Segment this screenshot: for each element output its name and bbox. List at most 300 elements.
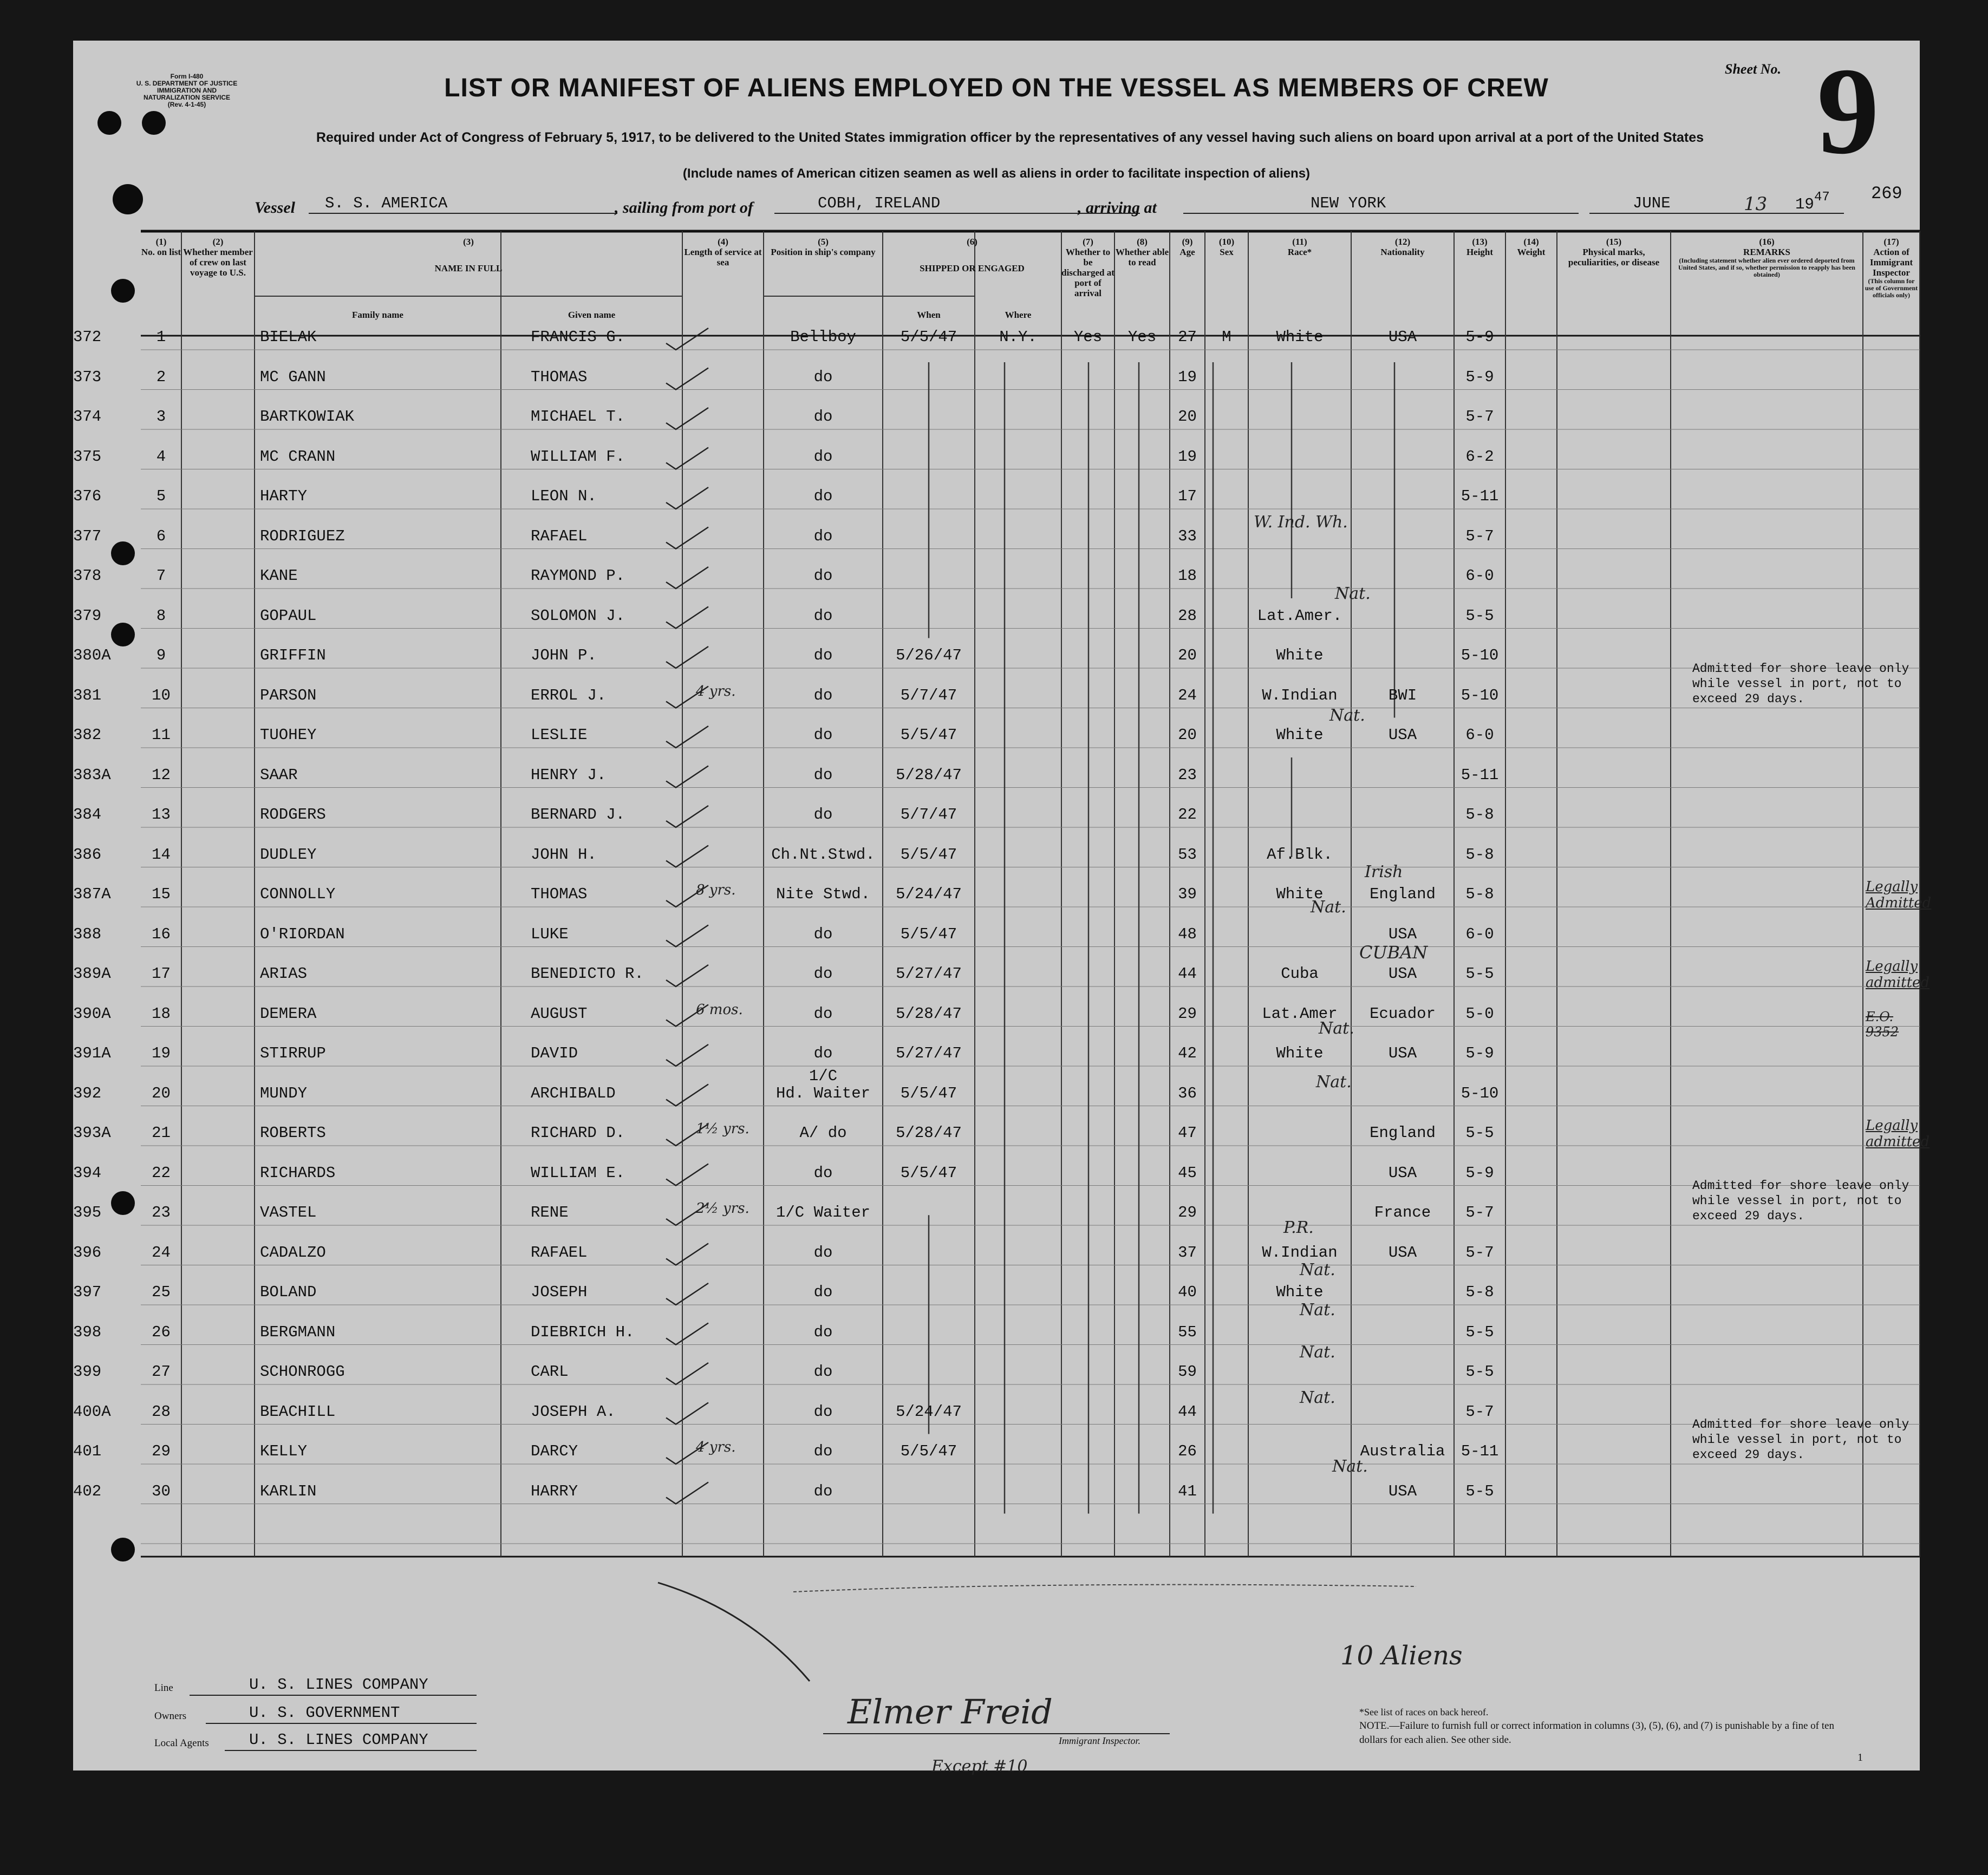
- shipped-when: 5/5/47: [900, 845, 957, 864]
- family-name: KELLY: [260, 1442, 308, 1460]
- row-number: 8: [156, 606, 166, 625]
- row-list-id: 383A: [73, 766, 111, 784]
- line-value: U. S. LINES COMPANY: [249, 1676, 428, 1694]
- row-number: 16: [152, 925, 171, 943]
- inspector-signature: Elmer Freid: [848, 1692, 1053, 1732]
- nationality: England: [1370, 1124, 1436, 1142]
- family-name: MC CRANN: [260, 447, 336, 466]
- naturalized-note: Nat.: [1300, 1260, 1335, 1279]
- row-list-id: 396: [73, 1243, 102, 1262]
- row-list-id: 389A: [73, 965, 111, 983]
- row-list-id: 381: [73, 686, 102, 704]
- column-label: Physical marks, peculiarities, or disease: [1568, 247, 1660, 267]
- column-number: (10): [1218, 237, 1235, 247]
- row-list-id: 393A: [73, 1124, 111, 1142]
- column-number: (5): [818, 237, 829, 247]
- column-label: Whether able to read: [1115, 247, 1169, 267]
- row-number: 9: [156, 646, 166, 664]
- age: 18: [1178, 567, 1197, 585]
- vessel-name: S. S. AMERICA: [325, 194, 448, 212]
- given-name: LEON N.: [531, 487, 597, 505]
- column-label: Race*: [1287, 247, 1312, 257]
- column-label: Length of service at sea: [684, 247, 762, 267]
- shipped-where: N.Y.: [999, 328, 1037, 346]
- inspector-action: Legally admitted: [1866, 1118, 1930, 1150]
- column-number: (14): [1523, 237, 1539, 247]
- row-list-id: 401: [73, 1442, 102, 1460]
- family-name: RICHARDS: [260, 1164, 336, 1182]
- shipped-when: 5/28/47: [896, 766, 962, 784]
- length-of-service: 2½ yrs.: [696, 1200, 749, 1217]
- height: 5-11: [1461, 487, 1499, 505]
- position: do: [813, 726, 833, 744]
- punch-hole: [113, 184, 143, 214]
- row-number: 30: [152, 1482, 171, 1500]
- given-name: WILLIAM F.: [531, 447, 625, 466]
- age: 42: [1178, 1044, 1197, 1062]
- column-number: (8): [1137, 237, 1148, 247]
- punch-hole: [111, 1191, 135, 1215]
- age: 40: [1178, 1283, 1197, 1301]
- given-name: FRANCIS G.: [531, 328, 625, 346]
- race: White: [1276, 1044, 1324, 1062]
- alien-tally: 10 Aliens: [1340, 1641, 1463, 1671]
- row-number: 5: [156, 487, 166, 505]
- nationality: BWI: [1388, 686, 1417, 704]
- page-stamp: 269: [1871, 184, 1902, 204]
- race: W.Indian: [1262, 686, 1338, 704]
- family-name: SCHONROGG: [260, 1363, 345, 1381]
- column-subheader: Given name: [568, 310, 616, 320]
- naturalized-note: Nat.: [1311, 898, 1346, 917]
- inspector-action: Legally admitted: [1866, 958, 1930, 991]
- age: 28: [1178, 606, 1197, 625]
- remark-line: exceed 29 days.: [1692, 691, 1805, 706]
- nationality: USA: [1388, 1243, 1417, 1262]
- row-list-id: 379: [73, 606, 102, 625]
- given-name: JOHN P.: [531, 646, 597, 664]
- column-subheader: Family name: [352, 310, 403, 320]
- column-number: (7): [1083, 237, 1093, 247]
- age: 41: [1178, 1482, 1197, 1500]
- nationality: USA: [1388, 925, 1417, 943]
- age: 26: [1178, 1442, 1197, 1460]
- race: White: [1276, 726, 1324, 744]
- family-name: BARTKOWIAK: [260, 408, 355, 426]
- given-name: ERROL J.: [531, 686, 607, 704]
- row-number: 15: [152, 885, 171, 903]
- height: 5-9: [1465, 1044, 1494, 1062]
- position: do: [813, 766, 833, 784]
- race: W.Indian: [1262, 1243, 1338, 1262]
- position: 1/C Waiter: [775, 1204, 871, 1221]
- column-label: REMARKS: [1743, 247, 1790, 257]
- position: do: [813, 686, 833, 704]
- signature-stroke: [658, 1583, 810, 1681]
- given-name: LUKE: [531, 925, 569, 943]
- punch-hole: [111, 541, 135, 565]
- remark-line: while vessel in port, not to: [1692, 676, 1902, 691]
- family-name: RODRIGUEZ: [260, 527, 345, 545]
- naturalized-note: Nat.: [1319, 1019, 1354, 1038]
- height: 5-5: [1465, 1363, 1494, 1381]
- row-list-id: 375: [73, 447, 102, 466]
- height: 5-11: [1461, 766, 1499, 784]
- family-name: TUOHEY: [260, 726, 317, 744]
- family-name: BIELAK: [260, 328, 317, 346]
- date-month: JUNE: [1633, 194, 1671, 212]
- row-number: 14: [152, 845, 171, 864]
- race: White: [1276, 885, 1324, 903]
- race: Af.Blk.: [1267, 845, 1333, 864]
- row-list-id: 376: [73, 487, 102, 505]
- length-of-service: 4 yrs.: [696, 1439, 736, 1455]
- date-year: 47: [1814, 190, 1830, 205]
- discharged: Yes: [1073, 328, 1103, 346]
- remark-line: while vessel in port, not to: [1692, 1433, 1902, 1447]
- column-label: Weight: [1517, 247, 1546, 257]
- nationality: USA: [1388, 1164, 1417, 1182]
- sailing-label: , sailing from port of: [615, 199, 753, 217]
- given-name: RENE: [531, 1204, 569, 1221]
- sex: M: [1222, 328, 1231, 346]
- given-name: ARCHIBALD: [531, 1084, 616, 1102]
- given-name: RAFAEL: [531, 1243, 588, 1262]
- column-number: (17): [1883, 237, 1899, 247]
- row-number: 21: [152, 1124, 171, 1142]
- given-name: HARRY: [531, 1482, 578, 1500]
- row-number: 19: [152, 1044, 171, 1062]
- remark-line: Admitted for shore leave only: [1692, 1179, 1909, 1193]
- height: 5-8: [1465, 845, 1494, 864]
- shipped-when: 5/5/47: [900, 726, 957, 744]
- height: 5-11: [1461, 1442, 1499, 1460]
- shipped-when: 5/26/47: [896, 646, 962, 664]
- position: do: [813, 1482, 833, 1500]
- inspector-action: Legally Admitted: [1866, 879, 1932, 911]
- age: 19: [1178, 447, 1197, 466]
- age: 44: [1178, 965, 1197, 983]
- row-number: 26: [152, 1323, 171, 1341]
- remark-line: Admitted for shore leave only: [1692, 661, 1909, 676]
- height: 5-8: [1465, 885, 1494, 903]
- agents-label: Local Agents: [154, 1737, 209, 1749]
- age: 20: [1178, 408, 1197, 426]
- owners-value: U. S. GOVERNMENT: [249, 1704, 400, 1722]
- height: 5-9: [1465, 328, 1494, 346]
- height: 5-5: [1465, 1323, 1494, 1341]
- naturalized-note: Nat.: [1329, 706, 1365, 725]
- age: 20: [1178, 726, 1197, 744]
- position: A/ do: [799, 1124, 847, 1142]
- column-label: Height: [1466, 247, 1494, 257]
- row-number: 13: [152, 806, 171, 824]
- position: do: [813, 1442, 833, 1460]
- family-name: KARLIN: [260, 1482, 317, 1500]
- row-number: 7: [156, 567, 166, 585]
- except-note: Except #10: [931, 1757, 1028, 1776]
- position: do: [813, 368, 833, 386]
- height: 5-5: [1465, 965, 1494, 983]
- position: do: [813, 408, 833, 426]
- family-name: PARSON: [260, 686, 317, 704]
- family-name: ARIAS: [260, 965, 308, 983]
- nationality: USA: [1388, 726, 1417, 744]
- height: 6-2: [1465, 447, 1494, 466]
- shipped-when: 5/5/47: [900, 925, 957, 943]
- column-label: Position in ship's company: [771, 247, 876, 257]
- race: White: [1276, 646, 1324, 664]
- date-century: 19: [1795, 195, 1814, 213]
- column-label: NAME IN FULL: [434, 263, 503, 273]
- age: 37: [1178, 1243, 1197, 1262]
- given-name: JOSEPH: [531, 1283, 588, 1301]
- column-subheader: Where: [1005, 310, 1032, 320]
- position: do: [813, 1323, 833, 1341]
- struck-note: E.O. 9352: [1866, 1009, 1899, 1040]
- column-note: (This column for use of Government officials only): [1865, 277, 1918, 299]
- position: do: [813, 447, 833, 466]
- column-number: (11): [1292, 237, 1307, 247]
- position: do: [813, 965, 833, 983]
- nationality: Ecuador: [1370, 1004, 1436, 1023]
- age: 20: [1178, 646, 1197, 664]
- row-list-id: 395: [73, 1204, 102, 1221]
- include-note: (Include names of American citizen seamen as well as aliens in order to facilitate inspection of aliens): [682, 166, 1311, 181]
- row-list-id: 386: [73, 845, 102, 864]
- given-name: DARCY: [531, 1442, 578, 1460]
- able-to-read: Yes: [1127, 328, 1157, 346]
- position: do: [813, 1402, 833, 1421]
- shipped-when: 5/27/47: [896, 965, 962, 983]
- position: do: [813, 925, 833, 943]
- given-name: THOMAS: [531, 885, 588, 903]
- column-number: (9): [1182, 237, 1193, 247]
- sheet-number: 9: [1817, 42, 1879, 180]
- row-list-id: 382: [73, 726, 102, 744]
- closing-line: [793, 1585, 1416, 1592]
- row-number: 1: [156, 328, 166, 346]
- row-list-id: 397: [73, 1283, 102, 1301]
- age: 22: [1178, 806, 1197, 824]
- age: 17: [1178, 487, 1197, 505]
- column-number: (16): [1759, 237, 1775, 247]
- shipped-when: 5/7/47: [900, 686, 957, 704]
- inspector-label: Immigrant Inspector.: [1059, 1735, 1140, 1746]
- age: 29: [1178, 1204, 1197, 1221]
- race: White: [1276, 328, 1324, 346]
- race: Cuba: [1281, 965, 1319, 983]
- row-number: 4: [156, 447, 166, 466]
- nationality: France: [1374, 1204, 1431, 1221]
- service-name: IMMIGRATION AND NATURALIZATION SERVICE: [143, 87, 230, 101]
- height: 5-10: [1461, 646, 1499, 664]
- arriving-port: NEW YORK: [1311, 194, 1386, 212]
- page-marker: 1: [1857, 1752, 1863, 1763]
- row-list-id: 402: [73, 1482, 102, 1500]
- remark-line: exceed 29 days.: [1692, 1209, 1805, 1223]
- row-list-id: 392: [73, 1084, 102, 1102]
- position: do: [813, 1004, 833, 1023]
- shipped-when: 5/24/47: [896, 885, 962, 903]
- column-number: (15): [1606, 237, 1622, 247]
- row-number: 6: [156, 527, 166, 545]
- shipped-when: 5/5/47: [900, 1084, 957, 1102]
- column-number: (6): [967, 237, 977, 247]
- age: 29: [1178, 1004, 1197, 1023]
- row-number: 24: [152, 1243, 171, 1262]
- row-number: 18: [152, 1004, 171, 1023]
- shipped-when: 5/5/47: [900, 328, 957, 346]
- form-number: Form I-480: [170, 73, 204, 80]
- age: 23: [1178, 766, 1197, 784]
- column-subheader: When: [917, 310, 941, 320]
- column-label: Nationality: [1380, 247, 1425, 257]
- nationality: England: [1370, 885, 1436, 903]
- column-number: (3): [463, 237, 474, 247]
- shipped-when: 5/28/47: [896, 1124, 962, 1142]
- penalty-note: NOTE.—Failure to furnish full or correct information in columns (3), (5), (6), and (7) is punishable by a fine of ten dollars for each alien. See other side.: [1359, 1720, 1834, 1746]
- family-name: VASTEL: [260, 1204, 317, 1221]
- height: 5-8: [1465, 1283, 1494, 1301]
- sheet-label: Sheet No.: [1725, 61, 1781, 77]
- row-list-id: 390A: [73, 1004, 111, 1023]
- required-text: Required under Act of Congress of February 5, 1917, to be delivered to the United States immigration officer by the representatives of any vessel having such aliens on board upon arrival at a port of the United States: [316, 130, 1704, 145]
- remark-line: Admitted for shore leave only: [1692, 1417, 1909, 1432]
- height: 5-7: [1465, 1204, 1494, 1221]
- family-name: BOLAND: [260, 1283, 317, 1301]
- shipped-when: 5/5/47: [900, 1164, 957, 1182]
- height: 5-8: [1465, 806, 1494, 824]
- row-list-id: 373: [73, 368, 102, 386]
- family-name: MUNDY: [260, 1084, 308, 1102]
- race: White: [1276, 1283, 1324, 1301]
- row-number: 11: [152, 726, 171, 744]
- race: Lat.Amer.: [1257, 606, 1342, 625]
- position: do: [813, 1164, 833, 1182]
- height: 5-5: [1465, 1124, 1494, 1142]
- given-name: RAYMOND P.: [531, 567, 625, 585]
- naturalized-note: Nat.: [1316, 1072, 1352, 1092]
- given-name: RICHARD D.: [531, 1124, 625, 1142]
- column-label: Age: [1179, 247, 1195, 257]
- position: do: [813, 1283, 833, 1301]
- position: Nite Stwd.: [775, 885, 871, 903]
- row-number: 27: [152, 1363, 171, 1381]
- height: 5-5: [1465, 606, 1494, 625]
- remark-line: while vessel in port, not to: [1692, 1194, 1902, 1208]
- column-note: (Including statement whether alien ever ordered deported from United States, and if so, whether permission to reapply has been obtained): [1678, 257, 1855, 278]
- row-list-id: 384: [73, 806, 102, 824]
- position: do: [813, 487, 833, 505]
- height: 5-9: [1465, 368, 1494, 386]
- handwriting-strokes: [73, 41, 1920, 1771]
- form-revision: (Rev. 4-1-45): [167, 101, 206, 108]
- position: Hd. Waiter: [775, 1084, 871, 1102]
- age: 44: [1178, 1402, 1197, 1421]
- family-name: DUDLEY: [260, 845, 317, 864]
- row-list-id: 374: [73, 408, 102, 426]
- age: 24: [1178, 686, 1197, 704]
- row-list-id: 400A: [73, 1402, 111, 1421]
- naturalized-note: Nat.: [1300, 1343, 1335, 1362]
- height: 6-0: [1465, 925, 1494, 943]
- naturalized-note: Nat.: [1300, 1388, 1335, 1407]
- height: 5-9: [1465, 1164, 1494, 1182]
- family-name: BERGMANN: [260, 1323, 336, 1341]
- height: 5-0: [1465, 1004, 1494, 1023]
- punch-hole: [97, 111, 121, 135]
- shipped-when: 5/5/47: [900, 1442, 957, 1460]
- given-name: BERNARD J.: [531, 806, 625, 824]
- nationality-correction: Irish: [1365, 863, 1403, 881]
- row-number: 29: [152, 1442, 171, 1460]
- row-list-id: 378: [73, 567, 102, 585]
- age: 33: [1178, 527, 1197, 545]
- family-name: O'RIORDAN: [260, 925, 345, 943]
- family-name: GOPAUL: [260, 606, 317, 625]
- row-list-id: 394: [73, 1164, 102, 1182]
- nationality: USA: [1388, 1044, 1417, 1062]
- row-list-id: 372: [73, 328, 102, 346]
- family-name: GRIFFIN: [260, 646, 326, 664]
- given-name: JOHN H.: [531, 845, 597, 864]
- length-of-service: 6 mos.: [696, 1001, 743, 1018]
- row-number: 25: [152, 1283, 171, 1301]
- family-name: RODGERS: [260, 806, 326, 824]
- age: 45: [1178, 1164, 1197, 1182]
- age: 55: [1178, 1323, 1197, 1341]
- row-number: 10: [152, 686, 171, 704]
- position: do: [813, 1243, 833, 1262]
- height: 5-10: [1461, 1084, 1499, 1102]
- given-name: JOSEPH A.: [531, 1402, 616, 1421]
- position: Ch.Nt.Stwd.: [771, 845, 875, 864]
- nationality: USA: [1388, 1482, 1417, 1500]
- age: 47: [1178, 1124, 1197, 1142]
- age: 36: [1178, 1084, 1197, 1102]
- column-number: (4): [718, 237, 728, 247]
- given-name: WILLIAM E.: [531, 1164, 625, 1182]
- page-title: LIST OR MANIFEST OF ALIENS EMPLOYED ON THE VESSEL AS MEMBERS OF CREW: [444, 74, 1549, 102]
- shipped-when: 5/24/47: [896, 1402, 962, 1421]
- race: Lat.Amer: [1262, 1004, 1338, 1023]
- column-label: SHIPPED OR ENGAGED: [920, 263, 1025, 273]
- height: 6-0: [1465, 567, 1494, 585]
- height: 6-0: [1465, 726, 1494, 744]
- arriving-label: , arriving at: [1078, 199, 1157, 217]
- position: do: [813, 527, 833, 545]
- row-list-id: 377: [73, 527, 102, 545]
- height: 5-7: [1465, 408, 1494, 426]
- nationality: USA: [1388, 328, 1417, 346]
- sailing-port: COBH, IRELAND: [818, 194, 941, 212]
- position: do: [813, 1363, 833, 1381]
- height: 5-10: [1461, 686, 1499, 704]
- height: 5-7: [1465, 1243, 1494, 1262]
- age: 48: [1178, 925, 1197, 943]
- naturalized-note: Nat.: [1300, 1300, 1335, 1319]
- race-correction: P.R.: [1283, 1218, 1314, 1237]
- punch-hole: [111, 623, 135, 646]
- column-label: No. on list: [141, 247, 181, 257]
- row-number: 23: [152, 1204, 171, 1221]
- row-number: 22: [152, 1164, 171, 1182]
- shipped-when: 5/28/47: [896, 1004, 962, 1023]
- given-name: CARL: [531, 1363, 569, 1381]
- row-number: 12: [152, 766, 171, 784]
- row-list-id: 398: [73, 1323, 102, 1341]
